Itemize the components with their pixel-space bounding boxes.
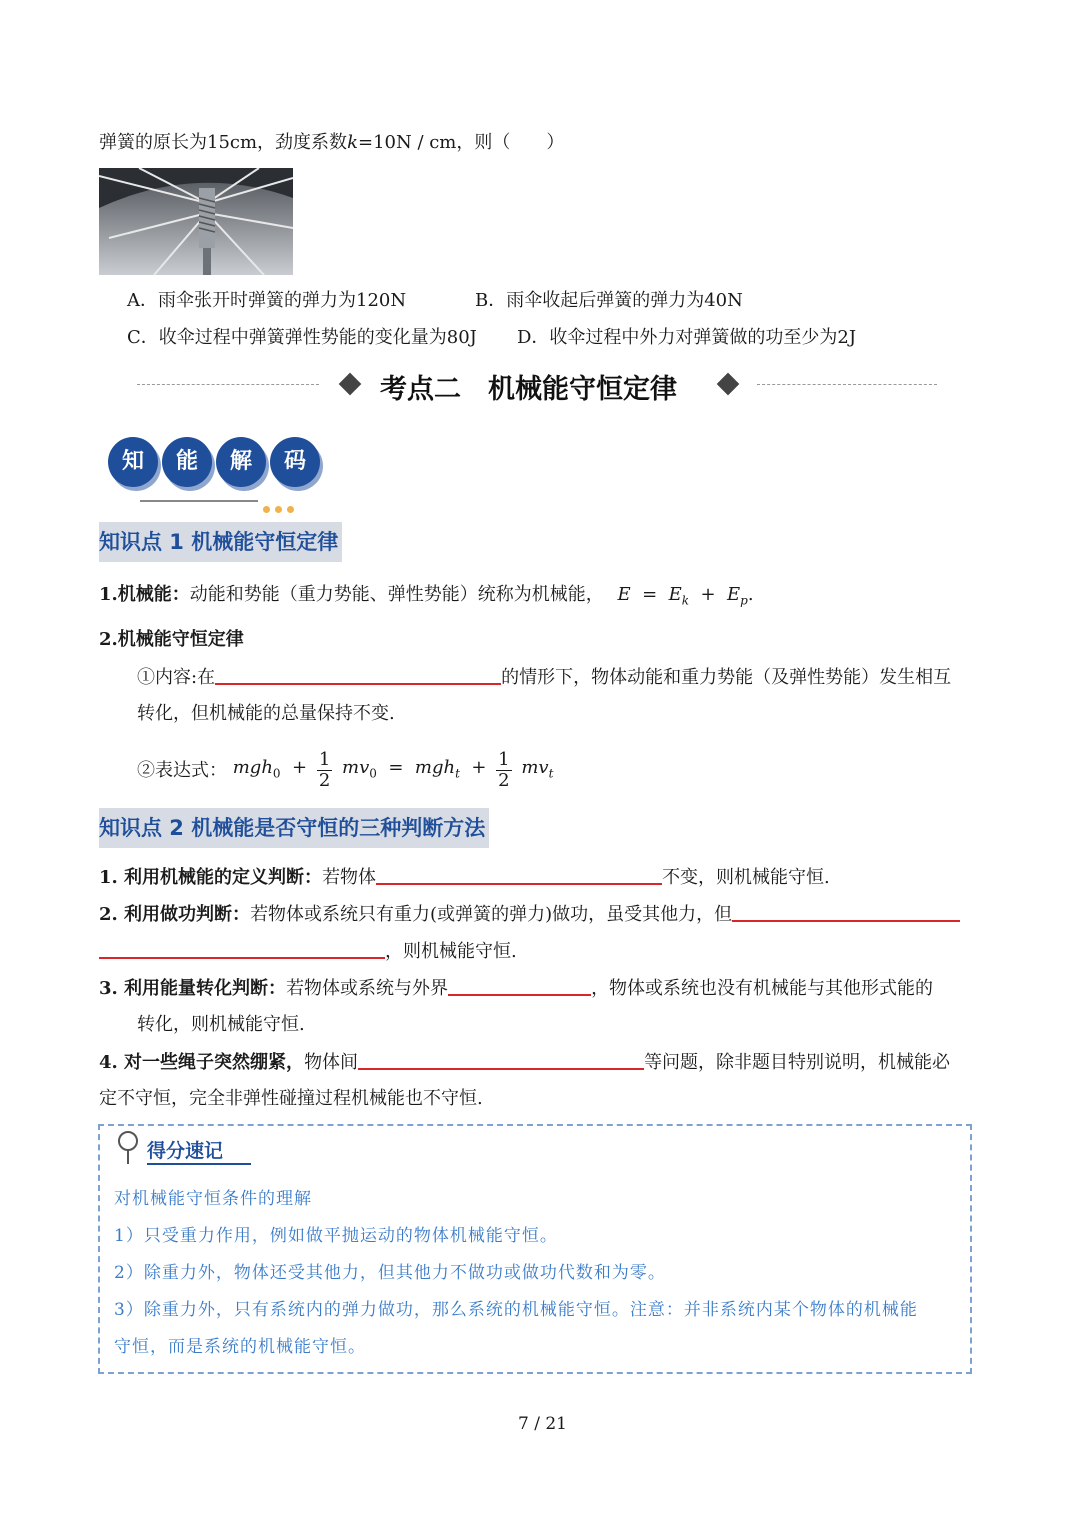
section-divider-right [757, 384, 937, 385]
kp1-content-line2: 转化，但机械能的总量保持不变. [137, 703, 395, 724]
note-heading: 对机械能守恒条件的理解 [114, 1189, 312, 1209]
kp1-item1: 1.机械能：动能和势能（重力势能、弹性势能）统称为机械能， $E = E_k + E_p$. [99, 584, 754, 608]
kp2-method-3: 3. 利用能量转化判断：若物体或系统与外界 ，物体或系统也没有机械能与其他形式能的 [99, 978, 934, 999]
section-title: 考点二 机械能守恒定律 [380, 374, 677, 405]
question-stem: 弹簧的原长为15cm，劲度系数k=10N / cm，则（ ） [99, 132, 565, 153]
kp1-expression: ②表达式： mgh$_0$ + $\frac{1}{2}$ $mv_0 = mgh_t$ + $\frac{1}{2}$ $mv_t$ [137, 749, 554, 792]
badge-zhi: 知 [108, 437, 158, 487]
badge-neng: 能 [162, 437, 212, 487]
kp2-method-2: 2. 利用做功判断：若物体或系统只有重力(或弹簧的弹力)做功，虽受其他力，但 [99, 902, 960, 927]
kp2-method-4-line2: 定不守恒，完全非弹性碰撞过程机械能也不守恒. [99, 1088, 483, 1109]
kp2-method-3-line2: 转化，则机械能守恒. [137, 1014, 305, 1035]
umbrella-spring-photo [99, 168, 293, 275]
kp2-method-4: 4. 对一些绳子突然绷紧，物体间 等问题，除非题目特别说明，机械能必 [99, 1052, 951, 1073]
note-item-3: 3）除重力外，只有系统内的弹力做功，那么系统的机械能守恒。注意：并非系统内某个物体的机械能 [114, 1300, 918, 1320]
kp1-item2-label: 2.机械能守恒定律 [99, 629, 244, 650]
option-b[interactable]: B．雨伞收起后弹簧的弹力为40N [475, 290, 743, 311]
kp1-title: 知识点 1 机械能守恒定律 [99, 522, 342, 562]
note-title: 得分速记 [147, 1136, 251, 1165]
option-c[interactable]: C．收伞过程中弹簧弹性势能的变化量为80J [127, 327, 477, 348]
energy-formula: $E = E_k + E_p$ [617, 584, 748, 608]
badge-dots [263, 497, 294, 518]
blank-3[interactable] [732, 902, 960, 922]
kp2-method-2-line2: ，则机械能守恒. [99, 939, 517, 964]
blank-3b[interactable] [99, 939, 385, 959]
blank-5[interactable] [358, 1050, 644, 1070]
kp2-method-1: 1. 利用机械能的定义判断：若物体 不变，则机械能守恒. [99, 867, 830, 888]
badge-underline [140, 500, 258, 502]
blank-4[interactable] [448, 976, 591, 996]
kp1-content: ①内容:在 的情形下，物体动能和重力势能（及弹性势能）发生相互 [137, 667, 952, 688]
note-item-2: 2）除重力外，物体还受其他力，但其他力不做功或做功代数和为零。 [114, 1263, 666, 1283]
option-a[interactable]: A．雨伞张开时弹簧的弹力为120N [127, 290, 407, 311]
kp2-title: 知识点 2 机械能是否守恒的三种判断方法 [99, 808, 489, 848]
page-number: 7 / 21 [518, 1414, 567, 1434]
note-item-1: 1）只受重力作用，例如做平抛运动的物体机械能守恒。 [114, 1226, 558, 1246]
blank-1[interactable] [215, 665, 501, 685]
option-d[interactable]: D．收伞过程中外力对弹簧做的功至少为2J [517, 327, 857, 348]
note-item-4: 守恒，而是系统的机械能守恒。 [114, 1337, 366, 1357]
blank-2[interactable] [376, 865, 662, 885]
badge-jie: 解 [216, 437, 266, 487]
section-divider-left [137, 384, 319, 385]
diamond-icon [339, 373, 362, 396]
badge-ma: 码 [270, 437, 320, 487]
magnifier-icon [116, 1130, 142, 1166]
diamond-icon [717, 373, 740, 396]
